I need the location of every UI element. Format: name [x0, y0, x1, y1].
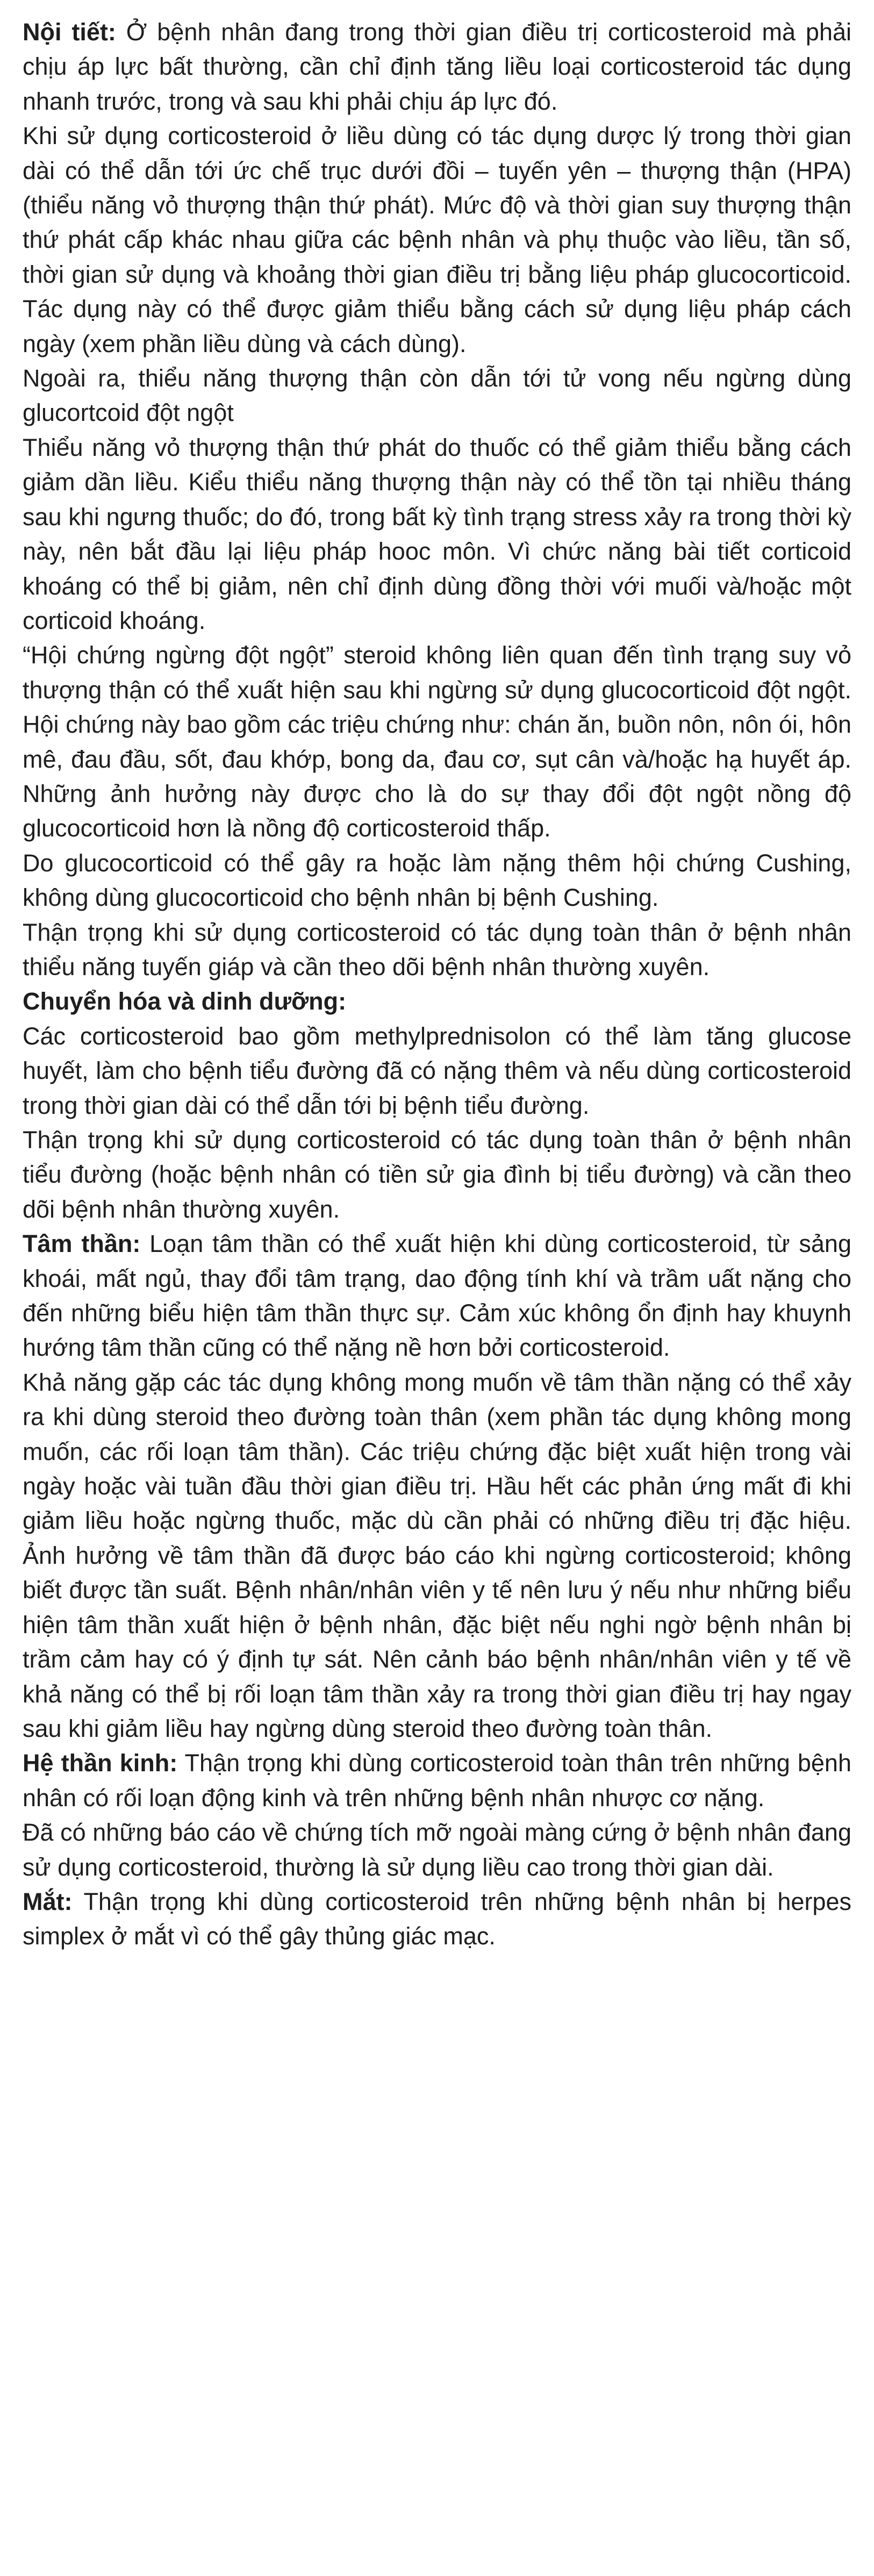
mat-label: Mắt:: [23, 1887, 73, 1915]
noi-tiet-label: Nội tiết:: [23, 18, 116, 46]
mat-paragraph-1: [23, 1885, 851, 1954]
chuyen-hoa-paragraph-1: Các corticosteroid bao gồm methylprednisolon có thể làm tăng glucose huyết, làm cho bệnh tiểu đường đã có nặng thêm và nếu dùng corticosteroid trong thời gian dài có thể dẫn tới bị bệnh tiểu đường.: [23, 1022, 851, 1119]
noi-tiet-text-1: Ở bệnh nhân đang trong thời gian điều trị corticosteroid mà phải chịu áp lực bất thường, cần chỉ định tăng liều loại corticosteroid tác dụng nhanh trước, trong và sau khi phải chịu áp lực đó.: [23, 18, 851, 115]
noi-tiet-paragraph-4: Thiểu năng vỏ thượng thận thứ phát do thuốc có thể giảm thiểu bằng cách giảm dần liều. Kiểu thiểu năng thượng thận này có thể tồn tại nhiều tháng sau khi ngưng thuốc; do đó, trong bất kỳ tình trạng stress xảy ra trong thời kỳ này, nên bắt đầu lại liệu pháp hooc môn. Vì chức năng bài tiết corticoid khoáng có thể bị giảm, nên chỉ định dùng đồng thời với muối và/hoặc một corticoid khoáng.: [23, 433, 851, 634]
he-than-kinh-text-1: Thận trọng khi dùng corticosteroid toàn thân trên những bệnh nhân có rối loạn động kinh và trên những bệnh nhân nhược cơ nặng.: [23, 1749, 851, 1812]
he-than-kinh-paragraph-1: [23, 1746, 851, 1815]
chuyen-hoa-heading: Chuyển hóa và dinh dưỡng:: [23, 988, 347, 1015]
noi-tiet-paragraph-3: Ngoài ra, thiểu năng thượng thận còn dẫn tới tử vong nếu ngừng dùng glucortcoid đột ngột: [23, 364, 851, 427]
tam-than-text-1: Loạn tâm thần có thể xuất hiện khi dùng corticosteroid, từ sảng khoái, mất ngủ, thay đổi tâm trạng, dao động tính khí và trầm uất nặng cho đến những biểu hiện tâm thần thực sự. Cảm xúc không ổn định hay khuynh hướng tâm thần cũng có thể nặng nề hơn bởi corticosteroid.: [23, 1230, 851, 1362]
mat-text-1: Thận trọng khi dùng corticosteroid trên những bệnh nhân bị herpes simplex ở mắt vì có thể gây thủng giác mạc.: [23, 1887, 851, 1950]
he-than-kinh-paragraph-2: Đã có những báo cáo về chứng tích mỡ ngoài màng cứng ở bệnh nhân đang sử dụng corticosteroid, thường là sử dụng liều cao trong thời gian dài.: [23, 1819, 851, 1881]
noi-tiet-paragraph-2: Khi sử dụng corticosteroid ở liều dùng có tác dụng dược lý trong thời gian dài có thể dẫn tới ức chế trục dưới đồi – tuyến yên – thượng thận (HPA) (thiểu năng vỏ thượng thận thứ phát). Mức độ và thời gian suy thượng thận thứ phát cấp khác nhau giữa các bệnh nhân và phụ thuộc vào liều, tần số, thời gian sử dụng và khoảng thời gian điều trị bằng liệu pháp glucocorticoid. Tác dụng này có thể được giảm thiểu bằng cách sử dụng liệu pháp cách ngày (xem phần liều dùng và cách dùng).: [23, 122, 851, 357]
he-than-kinh-label: Hệ thần kinh:: [23, 1749, 178, 1777]
noi-tiet-paragraph-6: Do glucocorticoid có thể gây ra hoặc làm nặng thêm hội chứng Cushing, không dùng glucocorticoid cho bệnh nhân bị bệnh Cushing.: [23, 849, 851, 912]
chuyen-hoa-paragraph-2: Thận trọng khi sử dụng corticosteroid có tác dụng toàn thân ở bệnh nhân tiểu đường (hoặc bệnh nhân có tiền sử gia đình bị tiểu đường) và cần theo dõi bệnh nhân thường xuyên.: [23, 1126, 851, 1223]
noi-tiet-paragraph-5: “Hội chứng ngừng đột ngột” steroid không liên quan đến tình trạng suy vỏ thượng thận có thể xuất hiện sau khi ngừng sử dụng glucocorticoid đột ngột. Hội chứng này bao gồm các triệu chứng như: chán ăn, buồn nôn, nôn ói, hôn mê, đau đầu, sốt, đau khớp, bong da, đau cơ, sụt cân và/hoặc hạ huyết áp. Những ảnh hưởng này được cho là do sự thay đổi đột ngột nồng độ glucocorticoid hơn là nồng độ corticosteroid thấp.: [23, 641, 851, 842]
tam-than-paragraph-2: Khả năng gặp các tác dụng không mong muốn về tâm thần nặng có thể xảy ra khi dùng steroid theo đường toàn thân (xem phần tác dụng không mong muốn, các rối loạn tâm thần). Các triệu chứng đặc biệt xuất hiện trong vài ngày hoặc vài tuần đầu thời gian điều trị. Hầu hết các phản ứng mất đi khi giảm liều hoặc ngừng thuốc, mặc dù cần phải có những điều trị đặc hiệu. Ảnh hưởng về tâm thần đã được báo cáo khi ngừng corticosteroid; không biết được tần suất. Bệnh nhân/nhân viên y tế nên lưu ý nếu như những biểu hiện tâm thần xuất hiện ở bệnh nhân, đặc biệt nếu nghi ngờ bệnh nhân bị trầm cảm hay có ý định tự sát. Nên cảnh báo bệnh nhân/nhân viên y tế về khả năng có thể bị rối loạn tâm thần xảy ra trong thời gian điều trị hay ngay sau khi giảm liều hay ngừng dùng steroid theo đường toàn thân.: [23, 1368, 851, 1742]
tam-than-label: Tâm thần:: [23, 1230, 141, 1258]
noi-tiet-paragraph-1: [23, 15, 851, 119]
tam-than-paragraph-1: [23, 1227, 851, 1365]
noi-tiet-paragraph-7: Thận trọng khi sử dụng corticosteroid có tác dụng toàn thân ở bệnh nhân thiểu năng tuyến giáp và cần theo dõi bệnh nhân thường xuyên.: [23, 918, 851, 981]
